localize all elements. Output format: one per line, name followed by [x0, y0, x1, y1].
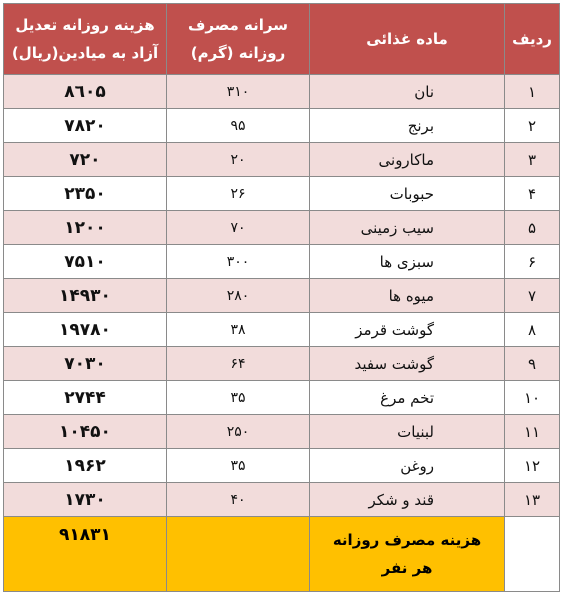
food-item: سبزی ها [310, 245, 505, 279]
per-capita-grams: ٢٠ [167, 143, 310, 177]
per-capita-grams: ۴٠ [167, 483, 310, 517]
food-item: تخم مرغ [310, 381, 505, 415]
food-item: برنج [310, 109, 505, 143]
per-capita-grams: ٢۵٠ [167, 415, 310, 449]
header-daily-cost [4, 4, 167, 75]
daily-cost: ١٩٧٨٠ [4, 313, 167, 347]
daily-cost: ٢٧۴۴ [4, 381, 167, 415]
total-label-line1: هزینه مصرف روزانه [332, 531, 482, 549]
row-number: ۴ [505, 177, 560, 211]
per-capita-grams: ٣٨ [167, 313, 310, 347]
total-label [310, 517, 505, 592]
daily-cost: ١٩۶٢ [4, 449, 167, 483]
row-number: ١٠ [505, 381, 560, 415]
daily-cost: ٧۵١٠ [4, 245, 167, 279]
food-cost-table [3, 3, 560, 592]
food-item: گوشت سفید [310, 347, 505, 381]
per-capita-grams: ٣١٠ [167, 75, 310, 109]
total-row [4, 517, 560, 592]
per-capita-grams: ٣۵ [167, 381, 310, 415]
table-row [4, 211, 560, 245]
food-item: سیب زمینی [310, 211, 505, 245]
per-capita-grams: ۶۴ [167, 347, 310, 381]
row-number: ١ [505, 75, 560, 109]
total-empty-cell [167, 517, 310, 592]
table-row [4, 483, 560, 517]
header-row [4, 4, 560, 75]
daily-cost: ١٢٠٠ [4, 211, 167, 245]
table-row [4, 347, 560, 381]
header-per-capita [167, 4, 310, 75]
row-number: ٧ [505, 279, 560, 313]
row-number: ٩ [505, 347, 560, 381]
row-number: ٣ [505, 143, 560, 177]
table-row [4, 279, 560, 313]
table-container [3, 3, 560, 592]
row-number: ١١ [505, 415, 560, 449]
table-row [4, 177, 560, 211]
per-capita-grams: ٢٨٠ [167, 279, 310, 313]
table-row [4, 75, 560, 109]
table-row [4, 313, 560, 347]
food-item: حبوبات [310, 177, 505, 211]
row-number: ١٣ [505, 483, 560, 517]
table-row [4, 415, 560, 449]
table-row [4, 245, 560, 279]
table-row [4, 109, 560, 143]
daily-cost: ٧٠٣٠ [4, 347, 167, 381]
daily-cost: ٢٣۵٠ [4, 177, 167, 211]
food-item: ماکارونی [310, 143, 505, 177]
total-label-line2: هر نفر [381, 559, 433, 577]
header-per-capita-line1: سرانه مصرف [188, 16, 288, 34]
per-capita-grams: ٣٠٠ [167, 245, 310, 279]
daily-cost: ٧٨٢٠ [4, 109, 167, 143]
food-item: نان [310, 75, 505, 109]
per-capita-grams: ٣۵ [167, 449, 310, 483]
food-item: گوشت قرمز [310, 313, 505, 347]
food-item: روغن [310, 449, 505, 483]
total-blank-cell [505, 517, 560, 592]
header-food-item: ماده غذائی [310, 4, 505, 75]
header-daily-cost-line1: هزینه روزانه تعدیل [15, 16, 155, 34]
table-row [4, 381, 560, 415]
row-number: ۵ [505, 211, 560, 245]
daily-cost: ١٠۴۵٠ [4, 415, 167, 449]
row-number: ۶ [505, 245, 560, 279]
row-number: ٨ [505, 313, 560, 347]
header-per-capita-line2: روزانه (گرم) [190, 44, 286, 62]
daily-cost: ١٧٣٠ [4, 483, 167, 517]
table-row [4, 449, 560, 483]
daily-cost: ٨٦٠۵ [4, 75, 167, 109]
daily-cost: ١۴٩٣٠ [4, 279, 167, 313]
per-capita-grams: ٧٠ [167, 211, 310, 245]
total-value: ٩١٨٣١ [4, 517, 167, 592]
daily-cost: ٧٢٠ [4, 143, 167, 177]
row-number: ٢ [505, 109, 560, 143]
food-item: قند و شکر [310, 483, 505, 517]
food-item: لبنیات [310, 415, 505, 449]
row-number: ١٢ [505, 449, 560, 483]
header-row-number: ردیف [505, 4, 560, 75]
food-item: میوه ها [310, 279, 505, 313]
table-row [4, 143, 560, 177]
per-capita-grams: ٩۵ [167, 109, 310, 143]
header-daily-cost-line2: آزاد به میادین(ریال) [11, 44, 159, 62]
per-capita-grams: ٢۶ [167, 177, 310, 211]
